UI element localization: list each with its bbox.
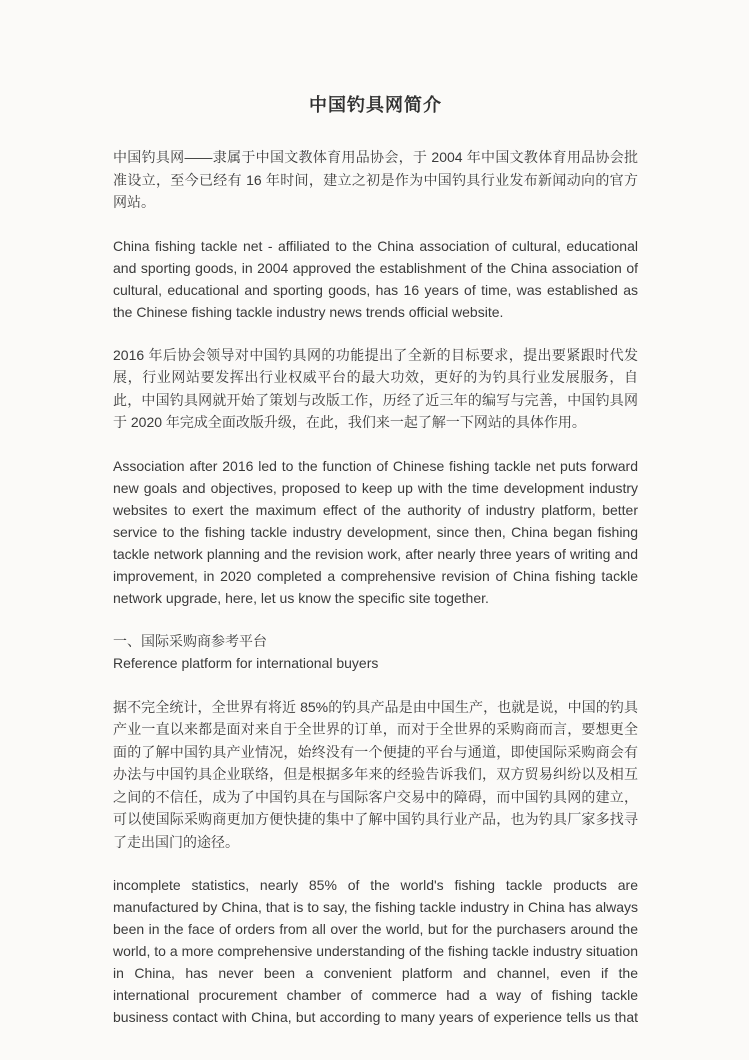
history-paragraph-english: Association after 2016 led to the function of Chinese fishing tackle net puts forward new goals and objectives, proposed to keep up with the time development industry websites to exert the maximum effect of the authority of industry platform, better service to the fishing tackle industry development, since then, China began fishing tackle network planning and the revision work, after nearly three years of writing and improvement, in 2020 completed a comprehensive revision of China fishing tackle network upgrade, here, let us know the specific site together.	[113, 457, 638, 606]
section-heading-english: Reference platform for international buyers	[113, 655, 379, 671]
section-heading-chinese: 一、国际采购商参考平台	[113, 632, 267, 649]
intro-paragraph-chinese: 中国钓具网——隶属于中国文教体育用品协会，于 2004 年中国文教体育用品协会批准设立，至今已经有 16 年时间，建立之初是作为中国钓具行业发布新闻动向的官方网站。	[113, 149, 638, 210]
intro-paragraph-english: China fishing tackle net - affiliated to the China association of cultural, educational and sporting goods, in 2004 approved the establishment of the China association of cultural, educational and sporting goods, has 16 years of time, was established as the Chinese fishing tackle industry news trends official website.	[113, 237, 638, 320]
section-paragraph-chinese: 据不完全统计，全世界有将近 85%的钓具产品是由中国生产，也就是说，中国的钓具产业一直以来都是面对来自于全世界的订单，而对于全世界的采购商而言，要想更全面的了解中国钓具产业情况，始终没有一个便捷的平台与通道，即使国际采购商会有办法与中国钓具企业联络，但是根据多年来的经验告诉我们，双方贸易纠纷以及相互之间的不信任，成为了中国钓具在与国际客户交易中的障碍，而中国钓具网的建立，可以使国际采购商更加方便快捷的集中了解中国钓具行业产品，也为钓具厂家多找寻了走出国门的途径。	[113, 698, 638, 850]
section-paragraph-english: incomplete statistics, nearly 85% of the world's fishing tackle products are manufactured by China, that is to say, the fishing tackle industry in China has always been in the face of orders from all over the world, but for the purchasers around the world, to a more comprehensive understanding of the fishing tackle industry situation in China, has never been a convenient platform and channel, even if the international procurement chamber of commerce had a way of fishing tackle business contact with China, but according to many years of experience tells us that	[113, 877, 638, 1025]
document-title: 中国钓具网简介	[309, 95, 442, 115]
history-paragraph-chinese: 2016 年后协会领导对中国钓具网的功能提出了全新的目标要求，提出要紧跟时代发展，行业网站要发挥出行业权威平台的最大功效，更好的为钓具行业发展服务，自此，中国钓具网就开始了策划与改版工作，历经了近三年的编写与完善，中国钓具网于 2020 年完成全面改版升级，在此，我们来一起了解一下网站的具体作用。	[113, 346, 638, 430]
section-heading	[113, 630, 638, 675]
